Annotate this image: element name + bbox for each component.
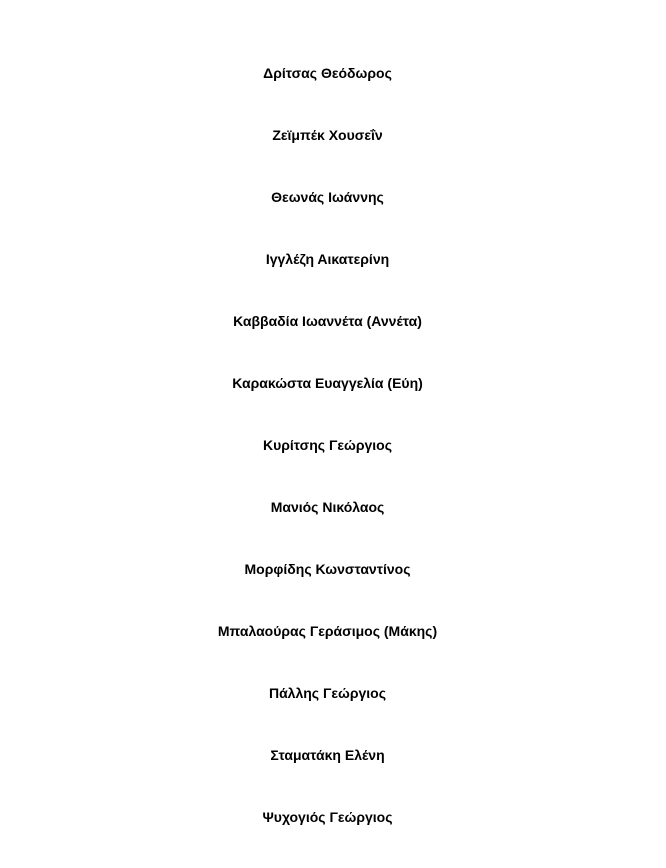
list-item: Ψυχογιός Γεώργιος bbox=[262, 809, 393, 825]
list-item: Δρίτσας Θεόδωρος bbox=[263, 65, 392, 81]
list-item: Ιγγλέζη Αικατερίνη bbox=[265, 251, 390, 267]
list-item: Ζεϊμπέκ Χουσεΐν bbox=[272, 127, 383, 143]
list-item: Θεωνάς Ιωάννης bbox=[271, 189, 384, 205]
list-item: Μορφίδης Κωνσταντίνος bbox=[244, 561, 411, 577]
list-item: Πάλλης Γεώργιος bbox=[268, 685, 387, 701]
list-item: Μανιός Νικόλαος bbox=[270, 499, 385, 515]
list-item: Καρακώστα Ευαγγελία (Εύη) bbox=[232, 375, 423, 391]
name-list bbox=[0, 62, 655, 868]
list-item: Μπαλαούρας Γεράσιμος (Μάκης) bbox=[217, 623, 438, 639]
list-item: Καββαδία Ιωαννέτα (Αννέτα) bbox=[233, 313, 422, 329]
list-item: Σταματάκη Ελένη bbox=[270, 747, 385, 763]
list-item: Κυρίτσης Γεώργιος bbox=[262, 437, 393, 453]
